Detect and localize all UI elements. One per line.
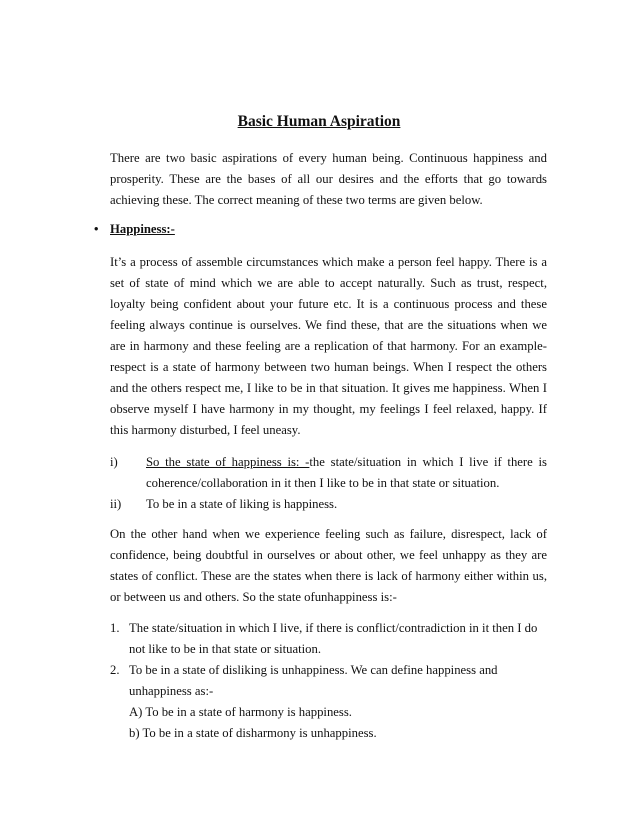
roman-item-2 (110, 494, 547, 515)
numbered-item-number: 2. (110, 663, 120, 677)
intro-paragraph: There are two basic aspirations of every human being. Continuous happiness and prosperity. These are the bases of all our desires and the efforts that go towards achieving these. The correct meaning of these two terms are given below. (110, 151, 547, 207)
numbered-item-text: The state/situation in which I live, if there is conflict/contradiction in it then I do not like to be in that state or situation. (129, 621, 538, 656)
sub-item-a (110, 702, 547, 723)
page-title: Basic Human Aspiration (237, 113, 401, 130)
roman-item-number: ii) (110, 497, 122, 511)
happiness-heading: Happiness:- (110, 222, 175, 236)
roman-item-number: i) (110, 455, 118, 469)
happiness-paragraph: It’s a process of assemble circumstances which make a person feel happy. There is a set of state of mind which we are able to accept naturally. Such as trust, respect, loyalty being confident about your future etc. It is a continuous process and these feeling always continue is ourselves. We find these, that are the situations when we are in harmony and these feeling are a replication of that harmony. For an example- respect is a state of harmony between two human beings. When I respect the others and the others respect me, I like to be in that situation. It gives me happiness. When I observe myself I have harmony in my thought, my feelings I feel relaxed, happy. If this harmony disturbed, I feel uneasy. (110, 255, 547, 437)
roman-item-1 (110, 452, 547, 494)
numbered-item-number: 1. (110, 621, 120, 635)
happiness-bullet (94, 222, 175, 237)
roman-item-body: the state/situation in which I live if there is coherence/collaboration in it then I like to be in that state or situation. (146, 455, 547, 490)
roman-item-text (146, 452, 547, 494)
roman-item-text (146, 494, 547, 515)
unhappiness-paragraph: On the other hand when we experience feeling such as failure, disrespect, lack of confidence, being doubtful in ourselves or about other, we feel unhappy as they are states of conflict. These are the states when there is lack of harmony either within us, or between us and others. So the state ofunhappiness is:- (110, 527, 547, 604)
sub-item-text: b) To be in a state of disharmony is unhappiness. (129, 726, 377, 740)
roman-item-lead: So the state of happiness is: - (146, 455, 310, 469)
bullet-dot-icon: • (94, 222, 99, 236)
numbered-item-1 (110, 618, 547, 660)
sub-item-b (110, 723, 547, 744)
numbered-item-2 (110, 660, 547, 702)
numbered-item-text: To be in a state of disliking is unhappiness. We can define happiness and unhappiness as:- (129, 663, 498, 698)
sub-item-text: A) To be in a state of harmony is happiness. (129, 705, 352, 719)
roman-item-body: To be in a state of liking is happiness. (146, 497, 338, 511)
